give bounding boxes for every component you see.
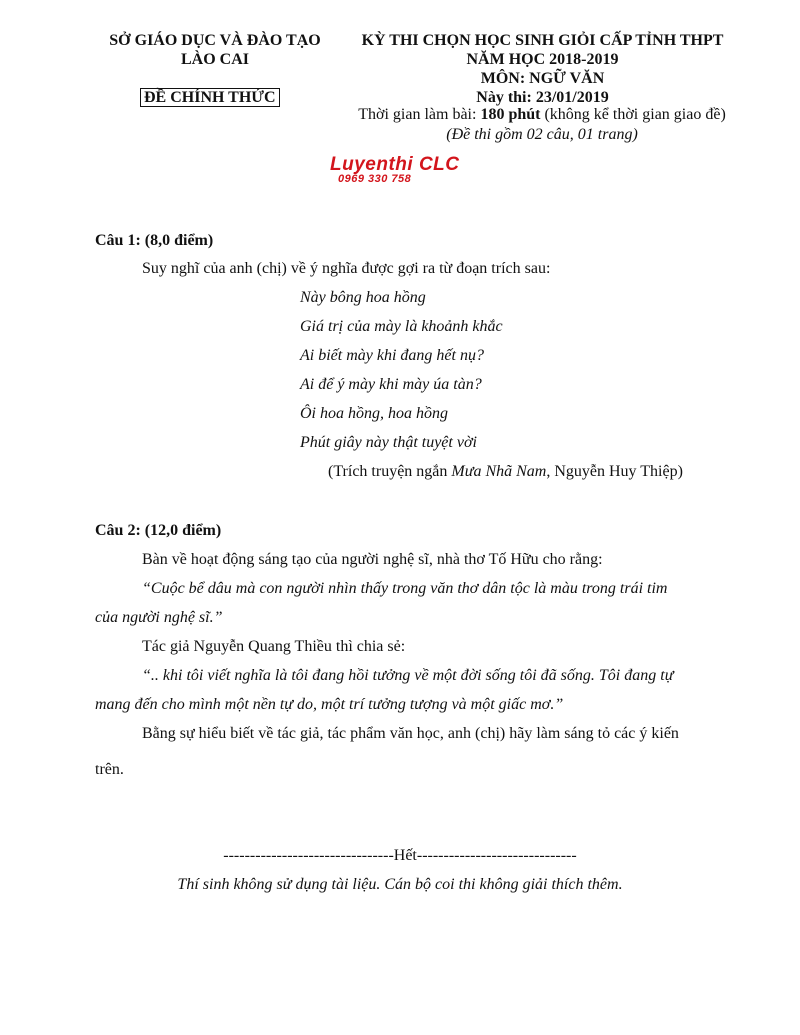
poem-line: Phút giây này thật tuyệt vời [300, 434, 477, 451]
time-prefix: Thời gian làm bài: [358, 106, 481, 123]
time-value: 180 phút [480, 106, 541, 123]
quote2-line1: “.. khi tôi viết nghĩa là tôi đang hồi tưởng về một đời sống tôi đã sống. Tôi đang tự [142, 667, 674, 684]
province-name: LÀO CAI [180, 51, 249, 68]
watermark-brand: Luyenthi CLC [330, 154, 460, 175]
end-line: --------------------------------Hết------------------------------ [223, 847, 577, 864]
official-exam-label: ĐỀ CHÍNH THỨC [140, 88, 280, 107]
question1-prompt: Suy nghĩ của anh (chị) về ý nghĩa được gợi ra từ đoạn trích sau: [142, 260, 551, 277]
poem-line: Giá trị của mày là khoảnh khắc [300, 318, 503, 335]
quote1-line2: của người nghệ sĩ.” [95, 609, 223, 626]
quote1-line1: “Cuộc bể dâu mà con người nhìn thấy trong văn thơ dân tộc là màu trong trái tim [142, 580, 668, 597]
footer-note: Thí sinh không sử dụng tài liệu. Cán bộ coi thi không giải thích thêm. [177, 876, 623, 893]
poem-line: Ai để ý mày khi mày úa tàn? [300, 376, 482, 393]
source-suffix: , Nguyễn Huy Thiệp) [546, 463, 683, 480]
header-right [340, 31, 745, 107]
task-line2: trên. [95, 761, 124, 778]
question2-title: Câu 2: (12,0 điểm) [95, 522, 222, 539]
time-limit [336, 106, 748, 124]
poem-line: Ôi hoa hồng, hoa hồng [300, 405, 448, 422]
official-label-wrap [140, 88, 280, 107]
poem-line: Này bông hoa hồng [300, 289, 426, 306]
school-year: NĂM HỌC 2018-2019 [466, 51, 619, 68]
exam-title: KỲ THI CHỌN HỌC SINH GIỎI CẤP TỈNH THPT [361, 32, 724, 49]
poem-line: Ai biết mày khi đang hết nụ? [300, 347, 484, 364]
exam-date: Này thi: 23/01/2019 [476, 89, 609, 106]
watermark-phone: 0969 330 758 [338, 173, 412, 185]
department-name: SỞ GIÁO DỤC VÀ ĐÀO TẠO [109, 32, 321, 49]
quote2-line2: mang đến cho mình một nền tự do, một trí tưởng tượng và một giấc mơ.” [95, 696, 564, 713]
question2-intro2: Tác giả Nguyễn Quang Thiều thì chia sẻ: [142, 638, 406, 655]
time-suffix: (không kể thời gian giao đề) [540, 106, 726, 123]
page-note: (Đề thi gồm 02 câu, 01 trang) [446, 126, 638, 143]
question2-intro: Bàn về hoạt động sáng tạo của người nghệ sĩ, nhà thơ Tố Hữu cho rằng: [142, 551, 603, 568]
poem-source [328, 463, 683, 481]
source-title: Mưa Nhã Nam [451, 463, 547, 480]
source-prefix: (Trích truyện ngắn [328, 463, 452, 480]
task-line1: Bằng sự hiểu biết về tác giả, tác phẩm văn học, anh (chị) hãy làm sáng tỏ các ý kiến [142, 725, 679, 742]
header-left [95, 31, 335, 69]
question1-title: Câu 1: (8,0 điểm) [95, 232, 214, 249]
subject-name: MÔN: NGỮ VĂN [480, 70, 605, 87]
